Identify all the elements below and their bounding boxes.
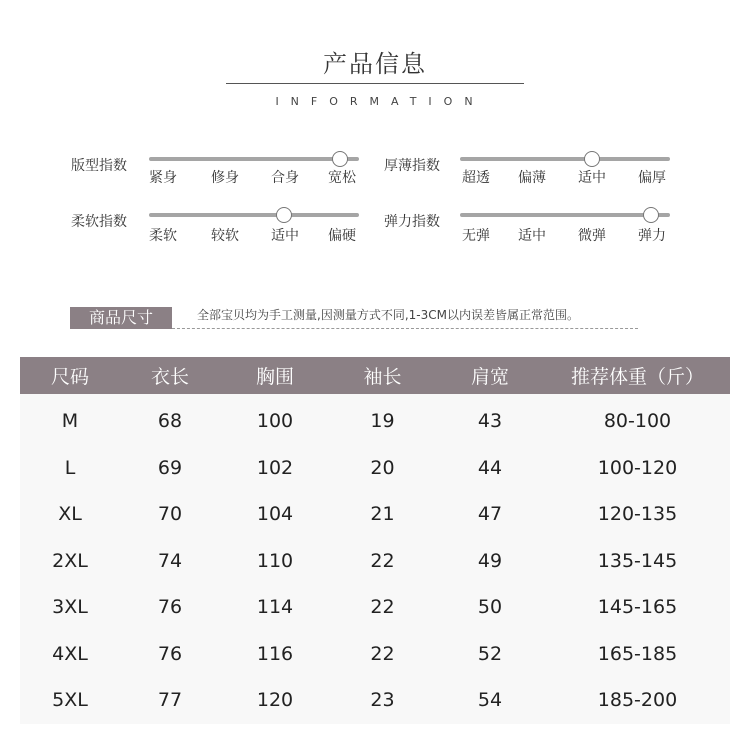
column-header: 推荐体重（斤） bbox=[545, 357, 730, 394]
table-cell: 110 bbox=[256, 549, 294, 572]
metric-thickness-option: 适中 bbox=[578, 170, 606, 186]
metric-elasticity-option: 弹力 bbox=[638, 228, 666, 244]
table-cell: 68 bbox=[157, 410, 183, 433]
table-cell: L bbox=[64, 456, 76, 479]
table-cell: 100-120 bbox=[597, 456, 678, 479]
table-cell: 69 bbox=[157, 456, 183, 479]
table-cell: M bbox=[61, 410, 79, 433]
table-cell: 50 bbox=[477, 596, 503, 619]
table-cell: XL bbox=[58, 503, 82, 526]
metric-softness-option: 适中 bbox=[271, 228, 299, 244]
table-cell: 165-185 bbox=[597, 642, 678, 665]
size-section-tag: 商品尺寸 bbox=[70, 307, 172, 329]
table-cell: 114 bbox=[256, 596, 294, 619]
metric-thickness-track bbox=[460, 157, 670, 161]
table-cell: 54 bbox=[477, 689, 503, 712]
table-cell: 80-100 bbox=[603, 410, 672, 433]
metric-fit-knob bbox=[332, 151, 348, 167]
metric-elasticity-track bbox=[460, 213, 670, 217]
metric-fit-label: 版型指数 bbox=[71, 158, 127, 174]
table-row bbox=[20, 394, 730, 445]
table-cell: 104 bbox=[256, 503, 294, 526]
title-divider bbox=[226, 83, 524, 84]
table-header-row bbox=[20, 357, 730, 394]
page-subtitle: INFORMATION bbox=[275, 95, 485, 108]
table-cell: 49 bbox=[477, 549, 503, 572]
metric-elasticity-knob bbox=[643, 207, 659, 223]
metric-softness-option: 偏硬 bbox=[328, 228, 356, 244]
table-cell: 52 bbox=[477, 642, 503, 665]
metric-fit-option: 紧身 bbox=[149, 170, 177, 186]
column-header: 袖长 bbox=[330, 357, 435, 394]
table-cell: 23 bbox=[370, 689, 395, 712]
table-cell: 4XL bbox=[52, 642, 88, 665]
table-row bbox=[20, 445, 730, 492]
page-title: 产品信息 bbox=[323, 50, 427, 78]
metric-elasticity-option: 适中 bbox=[518, 228, 546, 244]
metric-softness-knob bbox=[276, 207, 292, 223]
size-note: 全部宝贝均为手工测量,因测量方式不同,1-3CM以内误差皆属正常范围。 bbox=[197, 308, 579, 322]
size-table bbox=[20, 357, 730, 724]
table-row bbox=[20, 538, 730, 585]
metric-elasticity-label: 弹力指数 bbox=[384, 214, 440, 230]
metric-softness-option: 较软 bbox=[211, 228, 239, 244]
table-row bbox=[20, 631, 730, 678]
table-cell: 120 bbox=[256, 689, 294, 712]
table-cell: 100 bbox=[256, 410, 294, 433]
size-note-underline bbox=[172, 328, 638, 329]
metric-softness-option: 柔软 bbox=[149, 228, 177, 244]
table-cell: 19 bbox=[370, 410, 395, 433]
metric-fit-track bbox=[149, 157, 359, 161]
column-header: 肩宽 bbox=[435, 357, 545, 394]
table-cell: 22 bbox=[370, 596, 395, 619]
column-header: 胸围 bbox=[220, 357, 330, 394]
table-cell: 22 bbox=[370, 549, 395, 572]
table-cell: 120-135 bbox=[597, 503, 678, 526]
metric-softness-label: 柔软指数 bbox=[71, 214, 127, 230]
table-cell: 2XL bbox=[52, 549, 88, 572]
metric-fit-option: 宽松 bbox=[328, 170, 356, 186]
table-cell: 76 bbox=[157, 596, 183, 619]
metric-elasticity-option: 微弹 bbox=[578, 228, 606, 244]
table-cell: 3XL bbox=[52, 596, 88, 619]
table-cell: 70 bbox=[157, 503, 183, 526]
metric-thickness-option: 超透 bbox=[462, 170, 490, 186]
table-cell: 76 bbox=[157, 642, 183, 665]
table-cell: 135-145 bbox=[597, 549, 678, 572]
table-cell: 185-200 bbox=[597, 689, 678, 712]
table-cell: 21 bbox=[370, 503, 395, 526]
table-cell: 77 bbox=[157, 689, 183, 712]
metric-thickness-option: 偏薄 bbox=[518, 170, 546, 186]
table-row bbox=[20, 491, 730, 538]
table-cell: 74 bbox=[157, 549, 183, 572]
table-cell: 5XL bbox=[52, 689, 88, 712]
metric-elasticity-option: 无弹 bbox=[462, 228, 490, 244]
metric-softness-track bbox=[149, 213, 359, 217]
metric-fit-option: 修身 bbox=[211, 170, 239, 186]
metric-thickness-knob bbox=[584, 151, 600, 167]
table-row bbox=[20, 584, 730, 631]
table-cell: 22 bbox=[370, 642, 395, 665]
table-cell: 43 bbox=[477, 410, 503, 433]
table-cell: 102 bbox=[256, 456, 294, 479]
metric-thickness-option: 偏厚 bbox=[638, 170, 666, 186]
table-row bbox=[20, 677, 730, 724]
table-cell: 20 bbox=[370, 456, 395, 479]
table-cell: 44 bbox=[477, 456, 503, 479]
table-cell: 145-165 bbox=[597, 596, 678, 619]
metric-thickness-label: 厚薄指数 bbox=[384, 158, 440, 174]
metric-fit-option: 合身 bbox=[271, 170, 299, 186]
column-header: 衣长 bbox=[120, 357, 220, 394]
column-header: 尺码 bbox=[20, 357, 120, 394]
table-cell: 47 bbox=[477, 503, 503, 526]
table-cell: 116 bbox=[256, 642, 294, 665]
